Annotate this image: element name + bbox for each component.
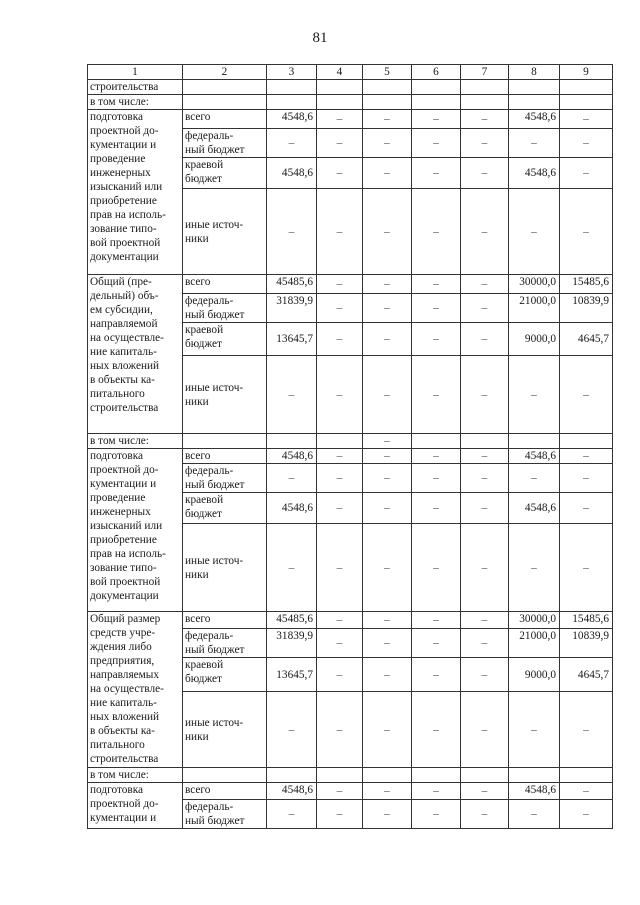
value-cell: – bbox=[560, 356, 613, 434]
funding-source: федераль- ный бюджет bbox=[183, 800, 267, 829]
value-cell: – bbox=[363, 189, 412, 275]
value-cell: – bbox=[509, 692, 560, 768]
value-cell: – bbox=[363, 629, 412, 658]
value-cell: 4645,7 bbox=[560, 323, 613, 356]
value-cell: – bbox=[412, 189, 461, 275]
value-cell: – bbox=[461, 110, 509, 129]
value-cell: – bbox=[461, 692, 509, 768]
value-cell: – bbox=[317, 110, 363, 129]
value-cell: 10839,9 bbox=[560, 294, 613, 323]
value-cell: 10839,9 bbox=[560, 629, 613, 658]
value-cell: – bbox=[363, 294, 412, 323]
empty-cell bbox=[317, 434, 363, 449]
table-row bbox=[88, 783, 613, 800]
value-cell: 4548,6 bbox=[509, 783, 560, 800]
empty-cell bbox=[560, 434, 613, 449]
value-cell: – bbox=[461, 493, 509, 524]
value-cell: – bbox=[412, 658, 461, 692]
value-cell: – bbox=[560, 464, 613, 493]
value-cell: – bbox=[317, 612, 363, 629]
funding-source: федераль- ный бюджет bbox=[183, 629, 267, 658]
value-cell: – bbox=[363, 356, 412, 434]
header-cell: 6 bbox=[412, 65, 461, 80]
value-cell: – bbox=[560, 783, 613, 800]
value-cell: – bbox=[412, 524, 461, 612]
funding-source: всего bbox=[183, 783, 267, 800]
funding-source: федераль- ный бюджет bbox=[183, 129, 267, 158]
section-text-row bbox=[88, 95, 613, 110]
value-cell: – bbox=[317, 129, 363, 158]
value-cell: 4548,6 bbox=[509, 110, 560, 129]
empty-cell bbox=[412, 434, 461, 449]
value-cell: – bbox=[461, 464, 509, 493]
value-cell: 13645,7 bbox=[267, 658, 317, 692]
value-cell: – bbox=[363, 464, 412, 493]
value-cell: – bbox=[412, 612, 461, 629]
table-row bbox=[88, 449, 613, 464]
empty-cell bbox=[461, 768, 509, 783]
value-cell: – bbox=[560, 449, 613, 464]
value-cell: – bbox=[317, 629, 363, 658]
value-cell: – bbox=[412, 323, 461, 356]
value-cell: – bbox=[317, 158, 363, 189]
value-cell: – bbox=[363, 783, 412, 800]
section-text-row bbox=[88, 768, 613, 783]
value-cell: – bbox=[267, 464, 317, 493]
value-cell: 45485,6 bbox=[267, 612, 317, 629]
funding-source: иные источ- ники bbox=[183, 692, 267, 768]
value-cell: – bbox=[560, 129, 613, 158]
funding-source: краевой бюджет bbox=[183, 158, 267, 189]
value-cell: – bbox=[412, 800, 461, 829]
value-cell: – bbox=[412, 493, 461, 524]
empty-cell bbox=[317, 768, 363, 783]
empty-cell bbox=[461, 434, 509, 449]
funding-source: всего bbox=[183, 612, 267, 629]
value-cell: – bbox=[461, 323, 509, 356]
funding-source: иные источ- ники bbox=[183, 524, 267, 612]
value-cell: – bbox=[363, 129, 412, 158]
value-cell: 45485,6 bbox=[267, 275, 317, 294]
page-number: 81 bbox=[312, 30, 328, 46]
budget-table bbox=[87, 64, 613, 829]
value-cell: – bbox=[267, 189, 317, 275]
value-cell: – bbox=[267, 524, 317, 612]
section-text-row bbox=[88, 434, 613, 449]
value-cell: – bbox=[412, 129, 461, 158]
empty-cell bbox=[363, 80, 412, 95]
value-cell: – bbox=[412, 110, 461, 129]
value-cell: – bbox=[317, 783, 363, 800]
value-cell: – bbox=[461, 294, 509, 323]
value-cell: – bbox=[363, 800, 412, 829]
value-cell: – bbox=[461, 783, 509, 800]
value-cell: – bbox=[509, 189, 560, 275]
value-cell: 30000,0 bbox=[509, 612, 560, 629]
value-cell: – bbox=[509, 356, 560, 434]
value-cell: 4548,6 bbox=[509, 449, 560, 464]
funding-source: всего bbox=[183, 110, 267, 129]
empty-cell bbox=[267, 95, 317, 110]
empty-cell bbox=[363, 768, 412, 783]
value-cell: – bbox=[509, 524, 560, 612]
value-cell: – bbox=[412, 356, 461, 434]
value-cell: 15485,6 bbox=[560, 275, 613, 294]
value-cell: – bbox=[560, 110, 613, 129]
value-cell: – bbox=[317, 449, 363, 464]
value-cell: – bbox=[363, 692, 412, 768]
empty-cell bbox=[412, 95, 461, 110]
funding-source: иные источ- ники bbox=[183, 356, 267, 434]
value-cell: – bbox=[461, 524, 509, 612]
value-cell: – bbox=[317, 658, 363, 692]
value-cell: 4548,6 bbox=[509, 493, 560, 524]
funding-source: всего bbox=[183, 275, 267, 294]
funding-source: краевой бюджет bbox=[183, 493, 267, 524]
section-text-row bbox=[88, 80, 613, 95]
indicator-name: Общий размер средств учре- ждения либо предприятия, направляемых на осуществле- ние капиталь- ных вложений в объекты ка- питального строительства bbox=[88, 612, 183, 768]
value-cell: – bbox=[317, 294, 363, 323]
empty-cell bbox=[560, 95, 613, 110]
value-cell: – bbox=[461, 129, 509, 158]
value-cell: – bbox=[317, 524, 363, 612]
value-cell: – bbox=[317, 323, 363, 356]
value-cell: – bbox=[317, 189, 363, 275]
empty-cell bbox=[317, 95, 363, 110]
empty-cell bbox=[412, 80, 461, 95]
value-cell: – bbox=[317, 800, 363, 829]
value-cell: 15485,6 bbox=[560, 612, 613, 629]
value-cell: – bbox=[509, 464, 560, 493]
value-cell: – bbox=[412, 464, 461, 493]
empty-cell bbox=[560, 768, 613, 783]
value-cell: – bbox=[317, 692, 363, 768]
value-cell: 4548,6 bbox=[267, 493, 317, 524]
value-cell: 4548,6 bbox=[267, 449, 317, 464]
funding-source: иные источ- ники bbox=[183, 189, 267, 275]
section-label: в том числе: bbox=[88, 95, 183, 110]
empty-cell bbox=[461, 95, 509, 110]
value-cell: 4548,6 bbox=[267, 110, 317, 129]
empty-cell bbox=[267, 768, 317, 783]
funding-source: краевой бюджет bbox=[183, 658, 267, 692]
funding-source: федераль- ный бюджет bbox=[183, 464, 267, 493]
value-cell: – bbox=[363, 275, 412, 294]
funding-source: всего bbox=[183, 449, 267, 464]
table-row bbox=[88, 110, 613, 129]
value-cell: 4548,6 bbox=[267, 158, 317, 189]
header-cell: 2 bbox=[183, 65, 267, 80]
value-cell: – bbox=[412, 449, 461, 464]
empty-cell bbox=[267, 80, 317, 95]
value-cell: – bbox=[267, 692, 317, 768]
value-cell: 9000,0 bbox=[509, 658, 560, 692]
value-cell: – bbox=[363, 524, 412, 612]
table-row bbox=[88, 612, 613, 629]
value-cell: – bbox=[461, 800, 509, 829]
value-cell: 4548,6 bbox=[509, 158, 560, 189]
empty-cell bbox=[183, 434, 267, 449]
value-cell: – bbox=[412, 158, 461, 189]
indicator-name: подготовка проектной до- кументации и bbox=[88, 783, 183, 829]
value-cell: – bbox=[412, 275, 461, 294]
value-cell: – bbox=[363, 323, 412, 356]
empty-cell bbox=[183, 80, 267, 95]
empty-cell bbox=[363, 95, 412, 110]
value-cell: 21000,0 bbox=[509, 294, 560, 323]
value-cell: – bbox=[560, 800, 613, 829]
empty-cell bbox=[461, 80, 509, 95]
indicator-name: подготовка проектной до- кументации и проведение инженерных изысканий или приобретение прав на исполь- зование типо- вой проектной документации bbox=[88, 449, 183, 612]
section-label: строительства bbox=[88, 80, 183, 95]
value-cell: – bbox=[412, 783, 461, 800]
value-cell: – bbox=[267, 356, 317, 434]
header-cell: 4 bbox=[317, 65, 363, 80]
value-cell: – bbox=[509, 800, 560, 829]
header-cell: 9 bbox=[560, 65, 613, 80]
header-cell: 8 bbox=[509, 65, 560, 80]
value-cell: 21000,0 bbox=[509, 629, 560, 658]
value-cell: – bbox=[412, 692, 461, 768]
value-cell: – bbox=[461, 189, 509, 275]
indicator-name: Общий (пре- дельный) объ- ем субсидии, направляемой на осуществле- ние капиталь- ных вложений в объекты ка- питального строительства bbox=[88, 275, 183, 434]
value-cell: – bbox=[560, 189, 613, 275]
empty-cell bbox=[267, 434, 317, 449]
value-cell: – bbox=[461, 158, 509, 189]
funding-source: федераль- ный бюджет bbox=[183, 294, 267, 323]
header-cell: 3 bbox=[267, 65, 317, 80]
value-cell: – bbox=[317, 275, 363, 294]
empty-cell bbox=[509, 768, 560, 783]
empty-cell bbox=[317, 80, 363, 95]
value-cell: 30000,0 bbox=[509, 275, 560, 294]
header-cell: 5 bbox=[363, 65, 412, 80]
header-row bbox=[88, 65, 613, 80]
value-cell: – bbox=[461, 612, 509, 629]
value-cell: – bbox=[560, 493, 613, 524]
value-cell: 4645,7 bbox=[560, 658, 613, 692]
value-cell: – bbox=[461, 275, 509, 294]
value-cell: – bbox=[461, 658, 509, 692]
empty-cell bbox=[183, 768, 267, 783]
empty-cell bbox=[509, 434, 560, 449]
section-label: в том числе: bbox=[88, 768, 183, 783]
funding-source: краевой бюджет bbox=[183, 323, 267, 356]
value-cell: – bbox=[560, 524, 613, 612]
empty-cell bbox=[412, 768, 461, 783]
section-label: в том числе: bbox=[88, 434, 183, 449]
value-cell: – bbox=[461, 356, 509, 434]
empty-cell bbox=[560, 80, 613, 95]
value-cell: – bbox=[412, 629, 461, 658]
empty-cell bbox=[509, 95, 560, 110]
value-cell: – bbox=[560, 158, 613, 189]
value-cell: – bbox=[363, 612, 412, 629]
value-cell: – bbox=[267, 129, 317, 158]
value-cell: 31839,9 bbox=[267, 629, 317, 658]
value-cell: – bbox=[363, 493, 412, 524]
value-cell: – bbox=[560, 692, 613, 768]
value-cell: 9000,0 bbox=[509, 323, 560, 356]
value-cell: – bbox=[363, 449, 412, 464]
value-cell: 13645,7 bbox=[267, 323, 317, 356]
value-cell: – bbox=[412, 294, 461, 323]
header-cell: 7 bbox=[461, 65, 509, 80]
value-cell: 4548,6 bbox=[267, 783, 317, 800]
empty-cell: – bbox=[363, 434, 412, 449]
header-cell: 1 bbox=[88, 65, 183, 80]
value-cell: – bbox=[317, 464, 363, 493]
empty-cell bbox=[509, 80, 560, 95]
value-cell: 31839,9 bbox=[267, 294, 317, 323]
indicator-name: подготовка проектной до- кументации и проведение инженерных изысканий или приобретение прав на исполь- зование типо- вой проектной документации bbox=[88, 110, 183, 275]
value-cell: – bbox=[363, 110, 412, 129]
empty-cell bbox=[183, 95, 267, 110]
value-cell: – bbox=[509, 129, 560, 158]
value-cell: – bbox=[267, 800, 317, 829]
value-cell: – bbox=[461, 449, 509, 464]
value-cell: – bbox=[363, 658, 412, 692]
value-cell: – bbox=[317, 356, 363, 434]
value-cell: – bbox=[363, 158, 412, 189]
value-cell: – bbox=[461, 629, 509, 658]
value-cell: – bbox=[317, 493, 363, 524]
table-row bbox=[88, 275, 613, 294]
